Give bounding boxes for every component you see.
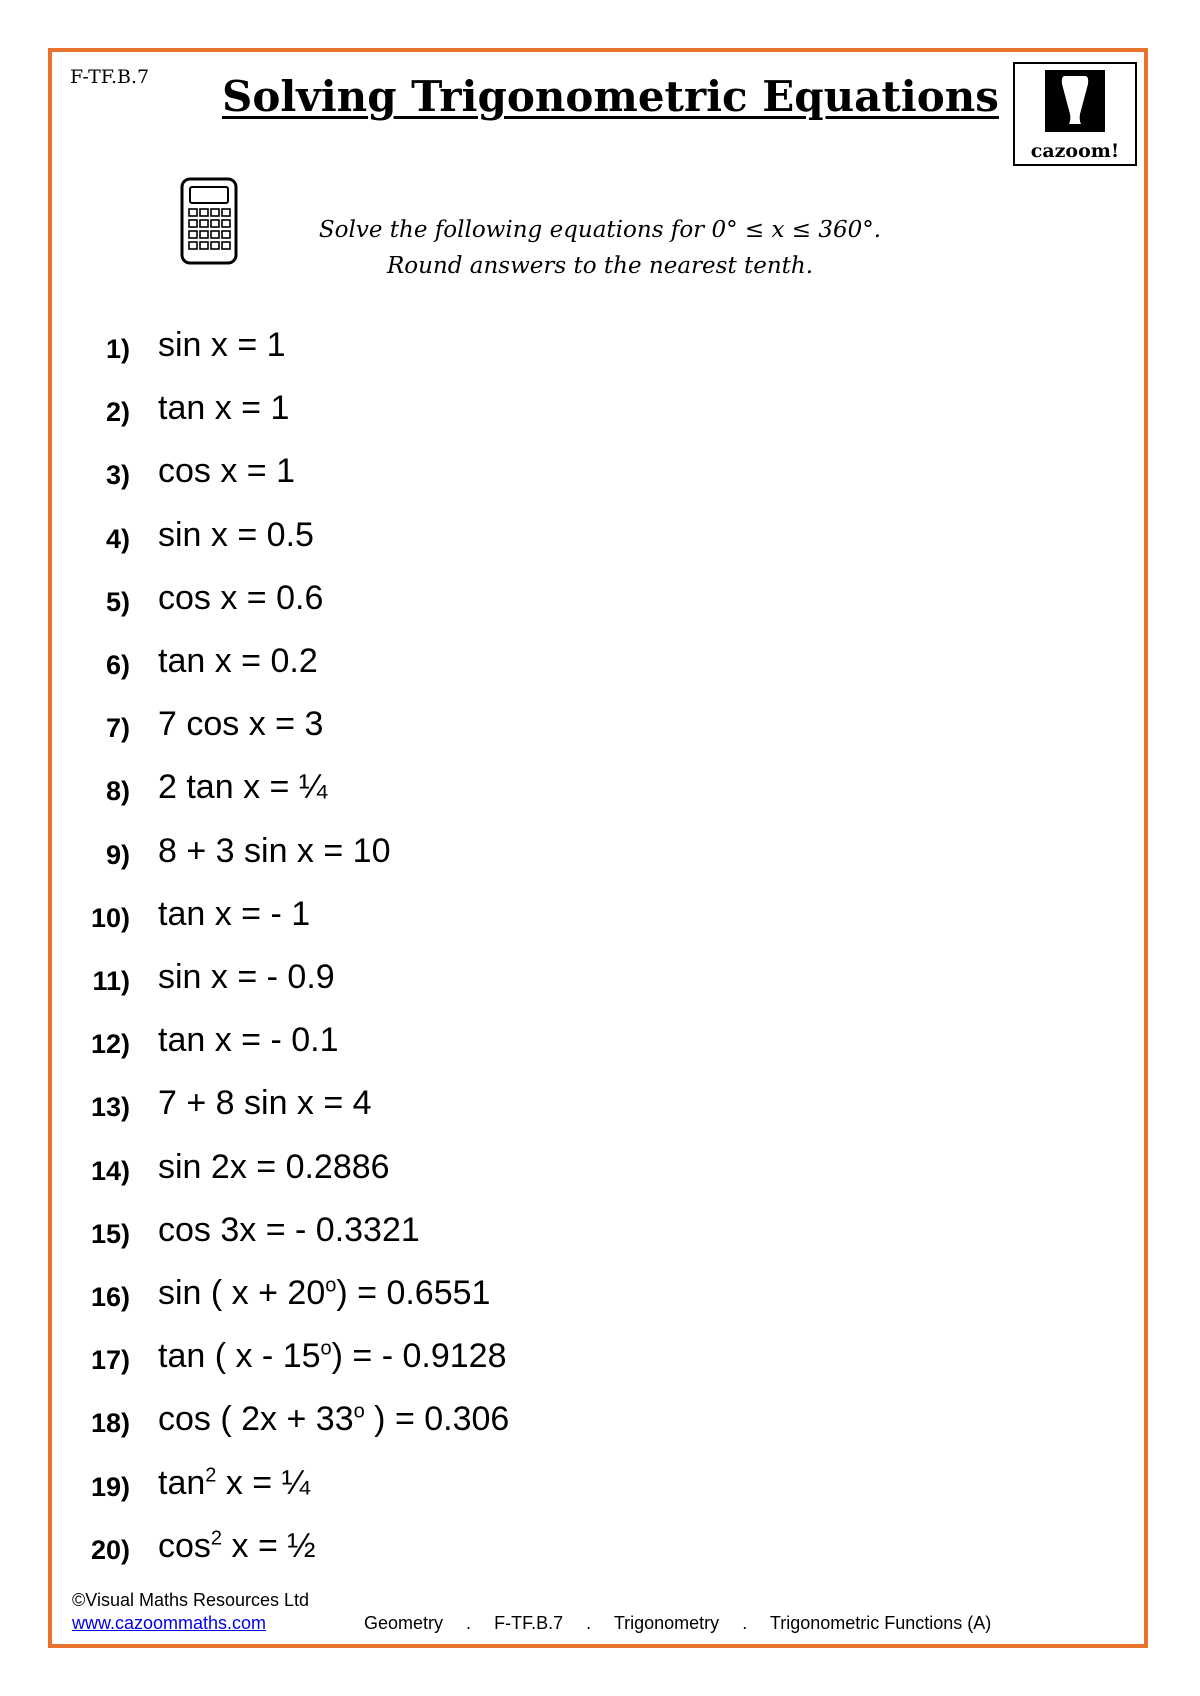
question-row	[0, 1084, 700, 1128]
question-row	[0, 958, 700, 1002]
question-number: 3)	[105, 460, 130, 491]
question-number: 6)	[105, 650, 130, 680]
crumb-separator: .	[586, 1613, 592, 1633]
question-equation: sin x = 0.5	[158, 515, 314, 554]
question-equation: sin x = 1	[158, 326, 286, 364]
question-row	[0, 1400, 700, 1444]
question-row	[0, 1148, 700, 1192]
question-row	[0, 832, 700, 876]
equation-part: cos	[158, 1526, 211, 1565]
instructions	[260, 212, 940, 284]
instructions-line-2: Round answers to the nearest tenth.	[386, 253, 814, 279]
question-row	[0, 895, 700, 939]
question-number: 17)	[90, 1345, 130, 1376]
question-number: 18)	[90, 1408, 130, 1439]
equation-superscript: o	[325, 1274, 337, 1297]
question-number: 12)	[90, 1029, 130, 1060]
question-equation: sin 2x = 0.2886	[158, 1147, 390, 1186]
question-number: 2)	[105, 397, 130, 428]
crumb-topic: Trigonometric Functions (A)	[769, 1613, 992, 1633]
question-number: 13)	[90, 1092, 130, 1123]
question-equation: sin x = - 0.9	[158, 958, 335, 996]
question-row	[0, 1337, 700, 1381]
equation-superscript: 2	[210, 1527, 223, 1550]
equation-superscript: 2	[205, 1464, 217, 1487]
footer-link-row	[72, 1613, 266, 1634]
equation-part: ) = - 0.9128	[331, 1337, 507, 1376]
question-number: 11)	[92, 966, 130, 996]
question-equation	[158, 1464, 310, 1503]
question-equation: cos x = 0.6	[158, 578, 324, 617]
equation-part: x = ¼	[216, 1463, 310, 1502]
question-row	[0, 768, 700, 812]
question-row	[0, 516, 700, 560]
equation-superscript: o	[353, 1401, 365, 1424]
question-number: 10)	[90, 902, 130, 933]
question-equation: tan x = - 1	[158, 894, 311, 933]
question-equation: cos x = 1	[158, 452, 296, 491]
question-row	[0, 579, 700, 623]
question-number: 7)	[105, 713, 130, 744]
question-equation: 7 cos x = 3	[158, 705, 324, 744]
logo-text: cazoom!	[1030, 140, 1120, 162]
equation-part: ) = 0.6551	[336, 1274, 491, 1312]
page-title: Solving Trigonometric Equations	[222, 72, 999, 121]
cazoom-logo	[1013, 62, 1137, 166]
crumb-separator: .	[742, 1613, 748, 1633]
footer-breadcrumb	[364, 1613, 1009, 1634]
question-row	[0, 1464, 700, 1508]
crumb-trigonometry: Trigonometry	[613, 1613, 720, 1633]
equation-part: ) = 0.306	[364, 1400, 510, 1439]
question-number: 19)	[90, 1471, 130, 1502]
standard-code: F-TF.B.7	[70, 66, 150, 88]
question-equation	[158, 1527, 316, 1566]
question-equation: tan x = - 0.1	[158, 1021, 339, 1060]
question-row	[0, 1274, 700, 1318]
question-row	[0, 1527, 700, 1571]
equation-part: tan ( x - 15	[158, 1337, 321, 1376]
crumb-separator: .	[466, 1613, 472, 1633]
question-row	[0, 642, 700, 686]
instructions-line-1: Solve the following equations for 0° ≤ x ≤ 360°.	[318, 217, 882, 243]
question-row	[0, 452, 700, 496]
question-number: 16)	[90, 1282, 130, 1312]
question-number: 9)	[105, 839, 130, 870]
question-equation: cos 3x = - 0.3321	[158, 1210, 420, 1249]
crumb-standard: F-TF.B.7	[494, 1613, 564, 1633]
question-equation: 7 + 8 sin x = 4	[158, 1084, 372, 1123]
question-row	[0, 326, 700, 370]
question-row	[0, 705, 700, 749]
equation-part: cos ( 2x + 33	[158, 1400, 354, 1439]
equation-superscript: o	[320, 1337, 332, 1360]
question-number: 4)	[105, 523, 130, 554]
question-equation	[158, 1337, 506, 1376]
question-row	[0, 389, 700, 433]
question-equation	[158, 1274, 490, 1313]
question-equation: 2 tan x = ¼	[158, 768, 328, 807]
website-link[interactable]: www.cazoommaths.com	[72, 1613, 267, 1633]
question-row	[0, 1211, 700, 1255]
question-number: 8)	[105, 776, 130, 807]
question-equation: tan x = 0.2	[158, 642, 318, 680]
equation-part: sin ( x + 20	[158, 1274, 326, 1312]
question-equation: tan x = 1	[158, 389, 290, 428]
equation-part: x = ½	[222, 1526, 316, 1565]
calculator-icon	[178, 175, 242, 272]
copyright-text: ©Visual Maths Resources Ltd	[72, 1590, 310, 1610]
question-number: 1)	[105, 334, 130, 364]
crumb-geometry: Geometry	[364, 1613, 444, 1633]
question-equation	[158, 1400, 509, 1439]
question-number: 20)	[90, 1534, 130, 1565]
question-equation: 8 + 3 sin x = 10	[158, 831, 391, 870]
equation-part: tan	[158, 1463, 206, 1502]
question-number: 14)	[90, 1155, 130, 1186]
question-row	[0, 1021, 700, 1065]
question-number: 15)	[90, 1218, 130, 1249]
question-number: 5)	[105, 586, 130, 617]
